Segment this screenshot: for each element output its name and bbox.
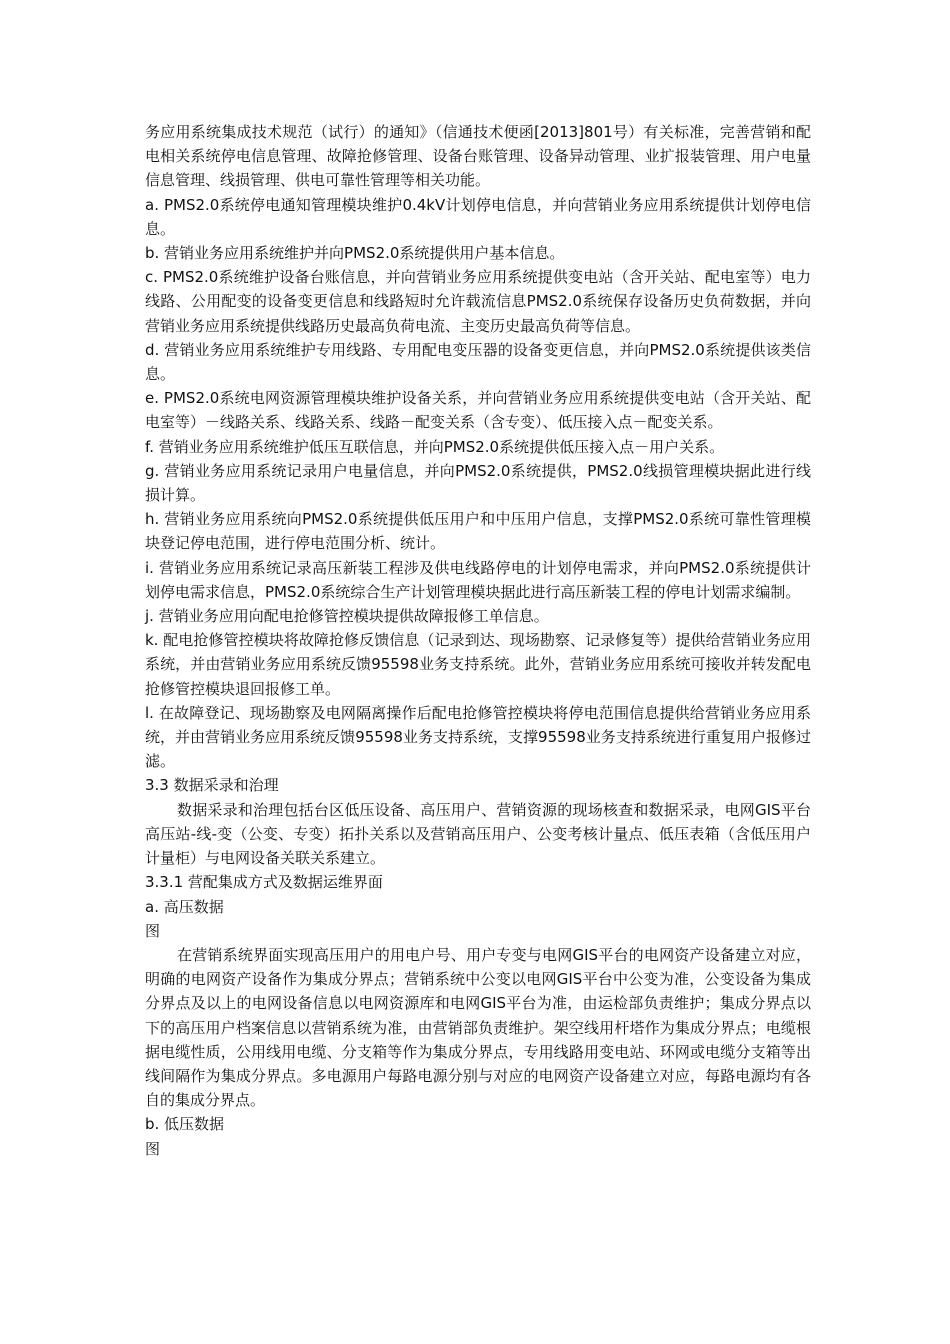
- list-item-f: f. 营销业务应用系统维护低压互联信息，并向PMS2.0系统提供低压接入点－用户关系。: [145, 437, 725, 456]
- section-paragraph: 数据采录和治理包括台区低压设备、高压用户、营销资源的现场核查和数据采录，电网GIS平台高压站-线-变（公变、专变）拓扑关系以及营销高压用户、公变考核计量点、低压表箱（含低压用户计量柜）与电网设备关联关系建立。: [145, 800, 811, 868]
- list-item-i: i. 营销业务应用系统记录高压新装工程涉及供电线路停电的计划停电需求，并向PMS2.0系统提供计划停电需求信息，PMS2.0系统综合生产计划管理模块据此进行高压新装工程的停电计划需求编制。: [145, 558, 811, 601]
- high-voltage-paragraph: 在营销系统界面实现高压用户的用电户号、用户专变与电网GIS平台的电网资产设备建立对应，明确的电网资产设备作为集成分界点；营销系统中公变以电网GIS平台中公变为准，公变设备为集成分界点及以上的电网设备信息以电网资源库和电网GIS平台为准，由运检部负责维护；集成分界点以下的高压用户档案信息以营销系统为准，由营销部负责维护。架空线用杆塔作为集成分界点；电缆根据电缆性质，公用线用电缆、分支箱等作为集成分界点，专用线路用变电站、环网或电缆分支箱等出线间隔作为集成分界点。多电源用户每路电源分别与对应的电网资产设备建立对应，每路电源均有各自的集成分界点。: [145, 945, 811, 1110]
- list-item-e: e. PMS2.0系统电网资源管理模块维护设备关系，并向营销业务应用系统提供变电站（含开关站、配电室等）－线路关系、线路关系、线路－配变关系（含专变）、低压接入点－配变关系。: [145, 389, 811, 432]
- intro-paragraph: 务应用系统集成技术规范（试行）的通知》（信通技术便函[2013]801号）有关标准，完善营销和配电相关系统停电信息管理、故障抢修管理、设备台账管理、设备异动管理、业扩报装管理、用户电量信息管理、线损管理、供电可靠性管理等相关功能。: [145, 123, 811, 190]
- list-item-l: l. 在故障登记、现场勘察及电网隔离操作后配电抢修管控模块将停电范围信息提供给营销业务应用系统，并由营销业务应用系统反馈95598业务支持系统，支撑95598业务支持系统进行重复用户报修过滤。: [145, 703, 811, 771]
- list-item-g: g. 营销业务应用系统记录用户电量信息，并向PMS2.0系统提供，PMS2.0线损管理模块据此进行线损计算。: [145, 461, 811, 505]
- list-item-d: d. 营销业务应用系统维护专用线路、专用配电变压器的设备变更信息，并向PMS2.0系统提供该类信息。: [145, 340, 811, 384]
- list-item-j: j. 营销业务应用向配电抢修管控模块提供故障报修工单信息。: [145, 607, 549, 626]
- figure-placeholder-1: 图: [145, 921, 161, 940]
- high-voltage-label: a. 高压数据: [145, 897, 224, 916]
- document-body: [145, 120, 811, 1161]
- list-item-a: a. PMS2.0系统停电通知管理模块维护0.4kV计划停电信息，并向营销业务应用系统提供计划停电信息。: [145, 195, 811, 238]
- list-item-c: c. PMS2.0系统维护设备台账信息，并向营销业务应用系统提供变电站（含开关站、配电室等）电力线路、公用配变的设备变更信息和线路短时允许载流信息PMS2.0系统保存设备历史负荷数据，并向营销业务应用系统提供线路历史最高负荷电流、主变历史最高负荷等信息。: [145, 268, 811, 335]
- list-item-k: k. 配电抢修管控模块将故障抢修反馈信息（记录到达、现场勘察、记录修复等）提供给营销业务应用系统，并由营销业务应用系统反馈95598业务支持系统。此外，营销业务应用系统可接收并转发配电抢修管控模块退回报修工单。: [145, 631, 811, 698]
- low-voltage-label: b. 低压数据: [145, 1115, 225, 1134]
- figure-placeholder-2: 图: [145, 1139, 161, 1158]
- subsection-heading: 3.3.1 营配集成方式及数据运维界面: [145, 873, 383, 892]
- list-item-h: h. 营销业务应用系统向PMS2.0系统提供低压用户和中压用户信息，支撑PMS2.0系统可靠性管理模块登记停电范围，进行停电范围分析、统计。: [145, 510, 811, 553]
- section-heading: 3.3 数据采录和治理: [145, 776, 279, 795]
- list-item-b: b. 营销业务应用系统维护并向PMS2.0系统提供用户基本信息。: [145, 244, 565, 263]
